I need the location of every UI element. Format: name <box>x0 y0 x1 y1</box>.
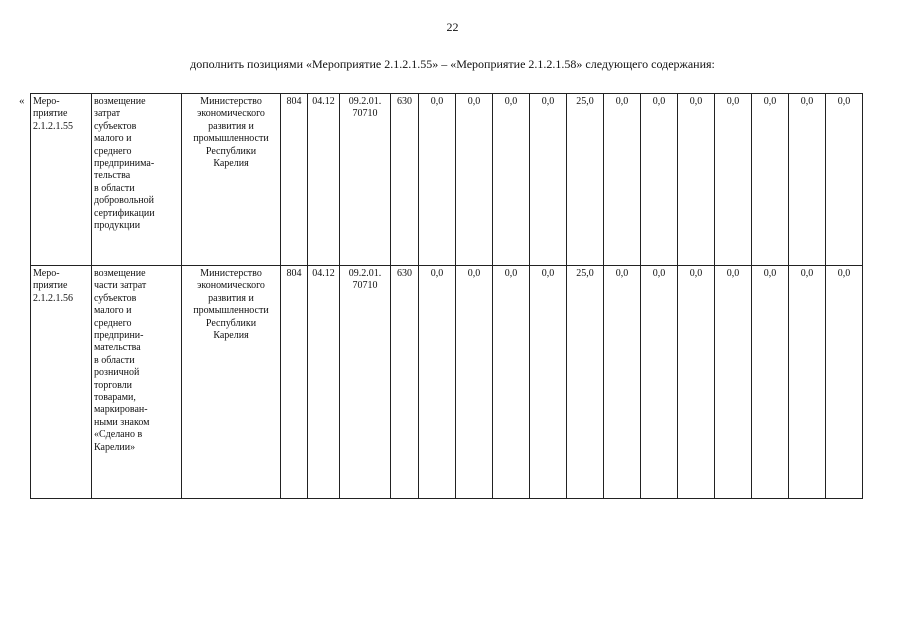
activity-description-cell-line: в области <box>94 354 135 366</box>
code-target-article-cell-line: 09.2.01. <box>348 268 382 279</box>
activity-description-cell-line: мательства <box>94 342 141 354</box>
value-cell: 0,0 <box>530 266 567 499</box>
value-cell: 0,0 <box>493 266 530 499</box>
activity-name-cell-line: приятие <box>33 280 68 292</box>
code-target-article-cell-line: 70710 <box>352 108 378 120</box>
activity-description-cell-line: субъектов <box>94 292 137 304</box>
activity-description-cell-line: предпринима- <box>94 158 155 170</box>
page-number: 22 <box>446 20 459 34</box>
code-expense-type-cell: 630 <box>391 94 419 266</box>
activity-description-cell-line: части затрат <box>94 280 147 292</box>
activity-description-cell-line: ными знаком <box>94 416 150 428</box>
value-cell: 0,0 <box>530 94 567 266</box>
activity-name-cell-line: 2.1.2.1.56 <box>33 292 73 304</box>
activity-description-cell-line: маркирован- <box>94 404 148 416</box>
value-cell: 0,0 <box>752 266 789 499</box>
value-cell: 25,0 <box>567 94 604 266</box>
responsible-organization-cell-line: промышленности <box>193 305 269 317</box>
activity-description-cell-line: товарами, <box>94 392 136 404</box>
value-cell: 0,0 <box>493 94 530 266</box>
activity-description-cell-line: возмещение <box>94 268 146 279</box>
code-grbs-cell: 804 <box>281 94 308 266</box>
code-section-cell: 04.12 <box>308 94 340 266</box>
value-cell: 0,0 <box>678 266 715 499</box>
activity-description-cell <box>92 94 182 266</box>
activity-description-cell <box>92 266 182 499</box>
code-target-article-cell <box>340 94 391 266</box>
activity-name-cell <box>31 94 92 266</box>
table-row <box>31 266 863 499</box>
activity-name-cell-line: приятие <box>33 108 68 120</box>
value-cell: 0,0 <box>419 266 456 499</box>
activity-description-cell-line: торговли <box>94 379 133 391</box>
activity-description-cell-line: розничной <box>94 367 140 379</box>
value-cell: 0,0 <box>641 94 678 266</box>
activity-description-cell-line: среднего <box>94 145 132 157</box>
activity-description-cell-line: малого и <box>94 305 132 317</box>
value-cell: 0,0 <box>419 94 456 266</box>
value-cell: 0,0 <box>456 94 493 266</box>
activity-description-cell-line: Карелии» <box>94 441 136 453</box>
activity-description-cell-line: малого и <box>94 133 132 145</box>
table-body <box>31 94 863 499</box>
value-cell: 0,0 <box>604 94 641 266</box>
responsible-organization-cell <box>182 266 281 499</box>
code-target-article-cell-line: 70710 <box>352 280 378 292</box>
activity-name-cell-line: 2.1.2.1.55 <box>33 120 73 132</box>
activity-description-cell-line: тельства <box>94 170 131 182</box>
activity-name-cell-line: Меро- <box>33 268 60 279</box>
activity-description-cell-line: «Сделано в <box>94 429 143 441</box>
activity-description-cell-line: в области <box>94 182 135 194</box>
activity-description-cell-line: добровольной <box>94 195 154 207</box>
activity-description-cell-line: предприни- <box>94 330 144 342</box>
opening-quote-mark: « <box>19 95 25 107</box>
responsible-organization-cell-line: Республики <box>205 145 257 157</box>
table-row <box>31 94 863 266</box>
responsible-organization-cell-line: Министерство <box>200 96 262 107</box>
activity-description-cell-line: сертификации <box>94 207 155 219</box>
responsible-organization-cell-line: развития и <box>208 120 254 132</box>
responsible-organization-cell-line: Республики <box>205 317 257 329</box>
code-grbs-cell: 804 <box>281 266 308 499</box>
value-cell: 25,0 <box>567 266 604 499</box>
activity-description-cell-line: среднего <box>94 317 132 329</box>
responsible-organization-cell-line: экономического <box>197 108 265 120</box>
responsible-organization-cell-line: Карелия <box>213 158 249 170</box>
responsible-organization-cell-line: промышленности <box>193 133 269 145</box>
code-section-cell: 04.12 <box>308 266 340 499</box>
responsible-organization-cell-line: Карелия <box>213 330 249 342</box>
value-cell: 0,0 <box>678 94 715 266</box>
responsible-organization-cell-line: экономического <box>197 280 265 292</box>
responsible-organization-cell-line: Министерство <box>200 268 262 279</box>
value-cell: 0,0 <box>715 94 752 266</box>
responsible-organization-cell <box>182 94 281 266</box>
value-cell: 0,0 <box>604 266 641 499</box>
value-cell: 0,0 <box>789 266 826 499</box>
value-cell: 0,0 <box>826 94 863 266</box>
activity-name-cell <box>31 266 92 499</box>
activities-table <box>30 93 863 499</box>
code-target-article-cell-line: 09.2.01. <box>348 96 382 107</box>
activity-description-cell-line: возмещение <box>94 96 146 107</box>
value-cell: 0,0 <box>752 94 789 266</box>
activity-description-cell-line: субъектов <box>94 120 137 132</box>
intro-text: дополнить позициями «Мероприятие 2.1.2.1.55» – «Мероприятие 2.1.2.1.58» следующего содержания: <box>190 57 715 71</box>
value-cell: 0,0 <box>789 94 826 266</box>
responsible-organization-cell-line: развития и <box>208 292 254 304</box>
activity-description-cell-line: продукции <box>94 220 141 232</box>
activity-description-cell-line: затрат <box>94 108 121 120</box>
value-cell: 0,0 <box>641 266 678 499</box>
code-target-article-cell <box>340 266 391 499</box>
code-expense-type-cell: 630 <box>391 266 419 499</box>
value-cell: 0,0 <box>715 266 752 499</box>
value-cell: 0,0 <box>826 266 863 499</box>
value-cell: 0,0 <box>456 266 493 499</box>
activity-name-cell-line: Меро- <box>33 96 60 107</box>
